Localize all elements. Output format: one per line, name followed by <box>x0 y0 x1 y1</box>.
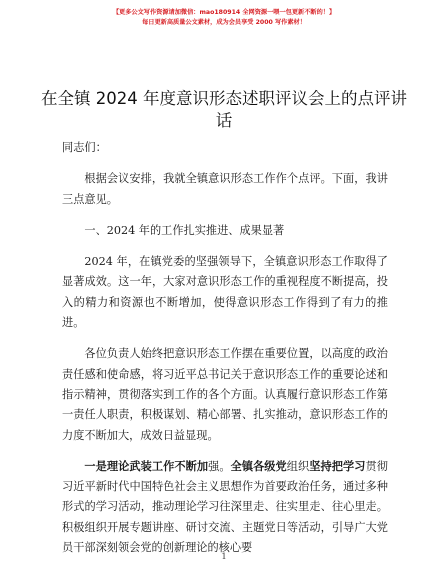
document-body <box>62 138 388 569</box>
document-title: 在全镇 2024 年度意识形态述职评议会上的点评讲话 <box>41 89 407 130</box>
page-number: 1 <box>221 552 227 561</box>
intro-paragraph: 根据会议安排，我就全镇意识形态工作作个点评。下面，我讲三点意见。 <box>62 172 388 206</box>
paragraph-2: 各位负责人始终把意识形态工作摆在重要位置，以高度的政治责任感和使命感，将习近平总书记关于意识形态工作的重要论述和指示精神，贯彻落实到工作的各个方面。认真履行意识形态工作第一责任人职责，积极谋划、精心部署、扎实推动，意识形态工作的力度不断加大，成效日益显现。 <box>62 347 388 442</box>
promo-banner-line-1: 【更多公文写作资源请加微信：mao180914 全网资源一喂一包更新不断的！】 <box>112 9 336 16</box>
paragraph-3 <box>62 457 388 558</box>
paragraph-3-bold-tail: 坚持把学习 <box>309 459 366 473</box>
promo-banner-line-2: 每日更新高质量公文素材，成为会员享受 2000 写作素材！ <box>142 19 306 26</box>
paragraph-1: 2024 年，在镇党委的坚强领导下，全镇意识形态工作取得了显著成效。这一年，大家对意识形态工作的重视程度不断提高，投入的精力和资源也不断增加，使得意识形态工作得到了有力的推进。 <box>62 255 388 330</box>
salutation: 同志们： <box>62 141 107 154</box>
paragraph-3-text-b: 组织 <box>286 459 310 473</box>
paragraph-3-text-a: 强。 <box>208 459 231 473</box>
paragraph-3-bold-lead: 一是理论武装工作不断加 <box>84 459 209 473</box>
promo-banner <box>0 8 448 28</box>
paragraph-3-bold-mid: 全镇各级党 <box>230 459 287 473</box>
paragraph-3-text-rest: 贯彻习近平新时代中国特色社会主义思想作为首要政治任务，通过多种形式的学习活动，推动理论学习往深里走、往实里走、往心里走。积极组织开展专题讲座、研讨交流、主题党日等活动，引导广大党员干部深刻领会党的创新理论的核心要 <box>62 459 388 555</box>
section-heading-1: 一、2024 年的工作扎实推进、成果显著 <box>84 223 285 237</box>
